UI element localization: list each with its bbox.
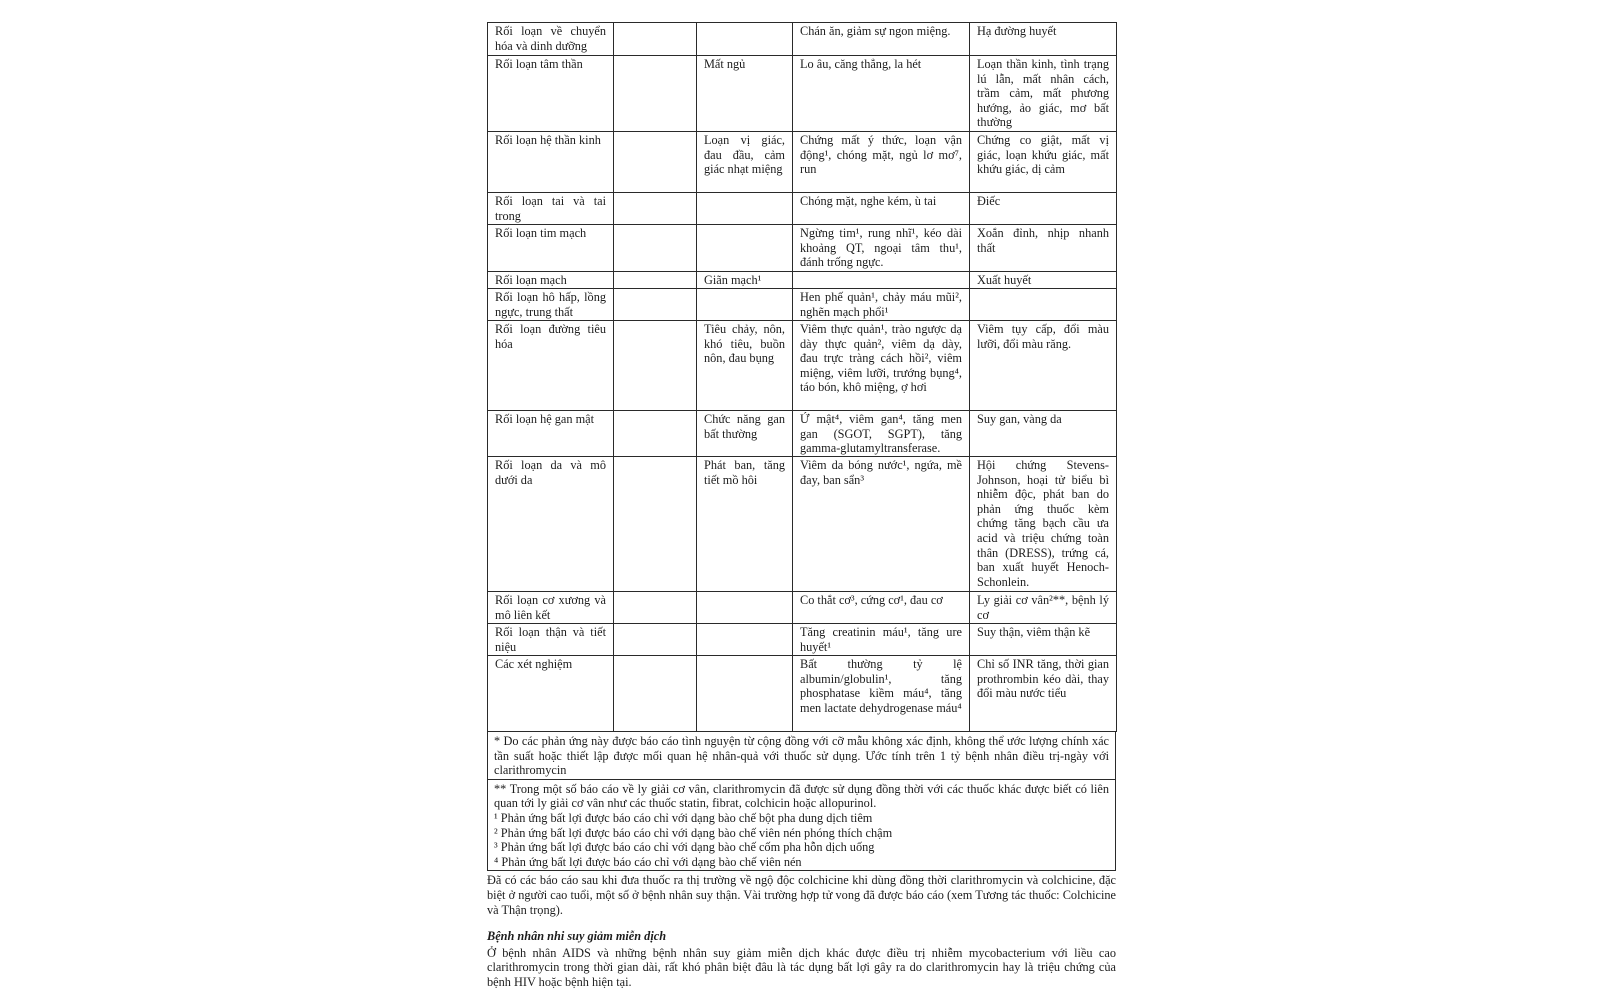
frequency-cell-rare: Chán ăn, giảm sự ngon miệng. [793,23,970,56]
frequency-cell-common [614,321,697,411]
adverse-reactions-table [487,22,1117,732]
frequency-cell-unknown: Loạn thần kinh, tình trạng lú lẫn, mất nhân cách, trầm cảm, mất phương hướng, ảo giác, mơ bất thường [970,56,1117,132]
frequency-cell-rare: Bất thường tỷ lệ albumin/globulin¹, tăng phosphatase kiềm máu⁴, tăng men lactate dehydrogenase máu⁴ [793,656,970,732]
frequency-cell-common [614,457,697,592]
immunocompromised-paragraph: Ở bệnh nhân AIDS và những bệnh nhân suy giảm miễn dịch khác được điều trị nhiễm mycobacterium với liều cao clarithromycin trong thời gian dài, rất khó phân biệt đâu là tác dụng bất lợi gây ra do clarithromycin hay là triệu chứng của bệnh HIV hoặc bệnh hiện tại. [487,945,1116,989]
frequency-cell-unknown: Hội chứng Stevens-Johnson, hoại tử biểu bì nhiễm độc, phát ban do phản ứng thuốc kèm chứng tăng bạch cầu ưa acid và triệu chứng toàn thân (DRESS), trứng cá, ban xuất huyết Henoch-Schonlein. [970,457,1117,592]
footnote-list [488,779,1116,871]
frequency-cell-rare: Viêm da bóng nước¹, ngứa, mề đay, ban sẩn³ [793,457,970,592]
footnotes-table [487,731,1116,871]
frequency-cell-unknown: Chứng co giật, mất vị giác, loạn khứu giác, mất khứu giác, dị cảm [970,132,1117,193]
table-row [488,225,1117,272]
document-body [487,22,1116,990]
frequency-cell-uncommon: Phát ban, tăng tiết mồ hôi [697,457,793,592]
frequency-cell-common [614,225,697,272]
frequency-cell-unknown: Hạ đường huyết [970,23,1117,56]
footnote-4: ⁴ Phản ứng bất lợi được báo cáo chỉ với dạng bào chế viên nén [494,854,802,869]
category-cell: Rối loạn hệ gan mật [488,411,614,457]
frequency-cell-common [614,289,697,321]
frequency-cell-common [614,193,697,225]
frequency-cell-uncommon [697,225,793,272]
table-row [488,457,1117,592]
table-row [488,193,1117,225]
frequency-cell-unknown: Suy thận, viêm thận kẽ [970,624,1117,656]
frequency-cell-unknown: Điếc [970,193,1117,225]
frequency-cell-rare [793,272,970,289]
category-cell: Rối loạn cơ xương và mô liên kết [488,592,614,624]
frequency-cell-rare: Lo âu, căng thẳng, la hét [793,56,970,132]
frequency-cell-unknown: Suy gan, vàng da [970,411,1117,457]
frequency-cell-common [614,132,697,193]
table-row [488,624,1117,656]
frequency-cell-rare: Tăng creatinin máu¹, tăng ure huyết¹ [793,624,970,656]
frequency-cell-rare: Ngừng tim¹, rung nhĩ¹, kéo dài khoảng QT, ngoại tâm thu¹, đánh trống ngực. [793,225,970,272]
footnote-star: * Do các phản ứng này được báo cáo tình nguyện từ cộng đồng với cỡ mẫu không xác định, không thể ước lượng chính xác tần suất hoặc thiết lập được mối quan hệ nhân-quả với thuốc sử dụng. Ước tính trên 1 tỷ bệnh nhân điều trị-ngày với clarithromycin [488,732,1116,780]
frequency-cell-unknown: Xuất huyết [970,272,1117,289]
frequency-cell-rare: Viêm thực quản¹, trào ngược dạ dày thực quản², viêm dạ dày, đau trực tràng cách hồi², viêm miệng, viêm lưỡi, trướng bụng⁴, táo bón, khô miệng, ợ hơi [793,321,970,411]
frequency-cell-uncommon [697,592,793,624]
footnote-1: ¹ Phản ứng bất lợi được báo cáo chỉ với dạng bào chế bột pha dung dịch tiêm [494,810,873,825]
frequency-cell-uncommon [697,624,793,656]
frequency-cell-uncommon [697,289,793,321]
frequency-cell-common [614,56,697,132]
category-cell: Rối loạn thận và tiết niệu [488,624,614,656]
table-row [488,289,1117,321]
frequency-cell-uncommon: Loạn vị giác, đau đầu, cảm giác nhạt miệng [697,132,793,193]
category-cell: Rối loạn tâm thần [488,56,614,132]
frequency-cell-uncommon: Tiêu chảy, nôn, khó tiêu, buồn nôn, đau bụng [697,321,793,411]
frequency-cell-common [614,656,697,732]
frequency-cell-uncommon: Mất ngủ [697,56,793,132]
footnote-3: ³ Phản ứng bất lợi được báo cáo chỉ với dạng bào chế cốm pha hỗn dịch uống [494,840,875,855]
category-cell: Rối loạn đường tiêu hóa [488,321,614,411]
frequency-cell-common [614,592,697,624]
frequency-cell-uncommon [697,656,793,732]
category-cell: Rối loạn da và mô dưới da [488,457,614,592]
category-cell: Rối loạn mạch [488,272,614,289]
frequency-cell-unknown: Xoắn đỉnh, nhịp nhanh thất [970,225,1117,272]
frequency-cell-unknown [970,289,1117,321]
category-cell: Rối loạn hệ thần kinh [488,132,614,193]
table-row [488,23,1117,56]
category-cell: Rối loạn tai và tai trong [488,193,614,225]
frequency-cell-unknown: Chỉ số INR tăng, thời gian prothrombin kéo dài, thay đổi màu nước tiểu [970,656,1117,732]
frequency-cell-rare: Hen phế quản¹, chảy máu mũi², nghẽn mạch phổi¹ [793,289,970,321]
table-row [488,411,1117,457]
frequency-cell-rare: Chóng mặt, nghe kém, ù tai [793,193,970,225]
table-row [488,656,1117,732]
table-row [488,56,1117,132]
frequency-cell-rare: Co thắt cơ³, cứng cơ¹, đau cơ [793,592,970,624]
category-cell: Rối loạn hô hấp, lồng ngực, trung thất [488,289,614,321]
adverse-reactions-table-body [488,23,1117,732]
frequency-cell-uncommon: Chức năng gan bất thường [697,411,793,457]
colchicine-paragraph: Đã có các báo cáo sau khi đưa thuốc ra thị trường về ngộ độc colchicine khi dùng đồng thời clarithromycin và colchicine, đặc biệt ở người cao tuổi, một số ở bệnh nhân suy thận. Vài trường hợp tử vong đã được báo cáo (xem Tương tác thuốc: Colchicine và Thận trọng). [487,873,1116,917]
frequency-cell-uncommon: Giãn mạch¹ [697,272,793,289]
table-row [488,321,1117,411]
table-row [488,132,1117,193]
frequency-cell-common [614,272,697,289]
section-heading: Bệnh nhân nhi suy giảm miễn dịch [487,929,667,944]
frequency-cell-unknown: Ly giải cơ vân²**, bệnh lý cơ [970,592,1117,624]
footnote-2: ² Phản ứng bất lợi được báo cáo chỉ với dạng bào chế viên nén phóng thích chậm [494,825,893,840]
table-row [488,272,1117,289]
footnote-row-star [488,732,1116,780]
category-cell: Rối loạn về chuyển hóa và dinh dưỡng [488,23,614,56]
frequency-cell-rare: Ứ mật⁴, viêm gan⁴, tăng men gan (SGOT, SGPT), tăng gamma-glutamyltransferase. [793,411,970,457]
frequency-cell-common [614,411,697,457]
category-cell: Rối loạn tim mạch [488,225,614,272]
footnote-row-list [488,779,1116,871]
frequency-cell-common [614,23,697,56]
frequency-cell-uncommon [697,193,793,225]
footnote-double-star: ** Trong một số báo cáo về ly giải cơ vân, clarithromycin đã được sử dụng đồng thời với các thuốc khác được biết có liên quan tới ly giải cơ vân như các thuốc statin, fibrat, colchicin hoặc allopurinol. [494,781,1109,811]
frequency-cell-unknown: Viêm tụy cấp, đổi màu lưỡi, đổi màu răng. [970,321,1117,411]
category-cell: Các xét nghiệm [488,656,614,732]
frequency-cell-rare: Chứng mất ý thức, loạn vận động¹, chóng mặt, ngủ lơ mơ⁷, run [793,132,970,193]
frequency-cell-common [614,624,697,656]
table-row [488,592,1117,624]
frequency-cell-uncommon [697,23,793,56]
